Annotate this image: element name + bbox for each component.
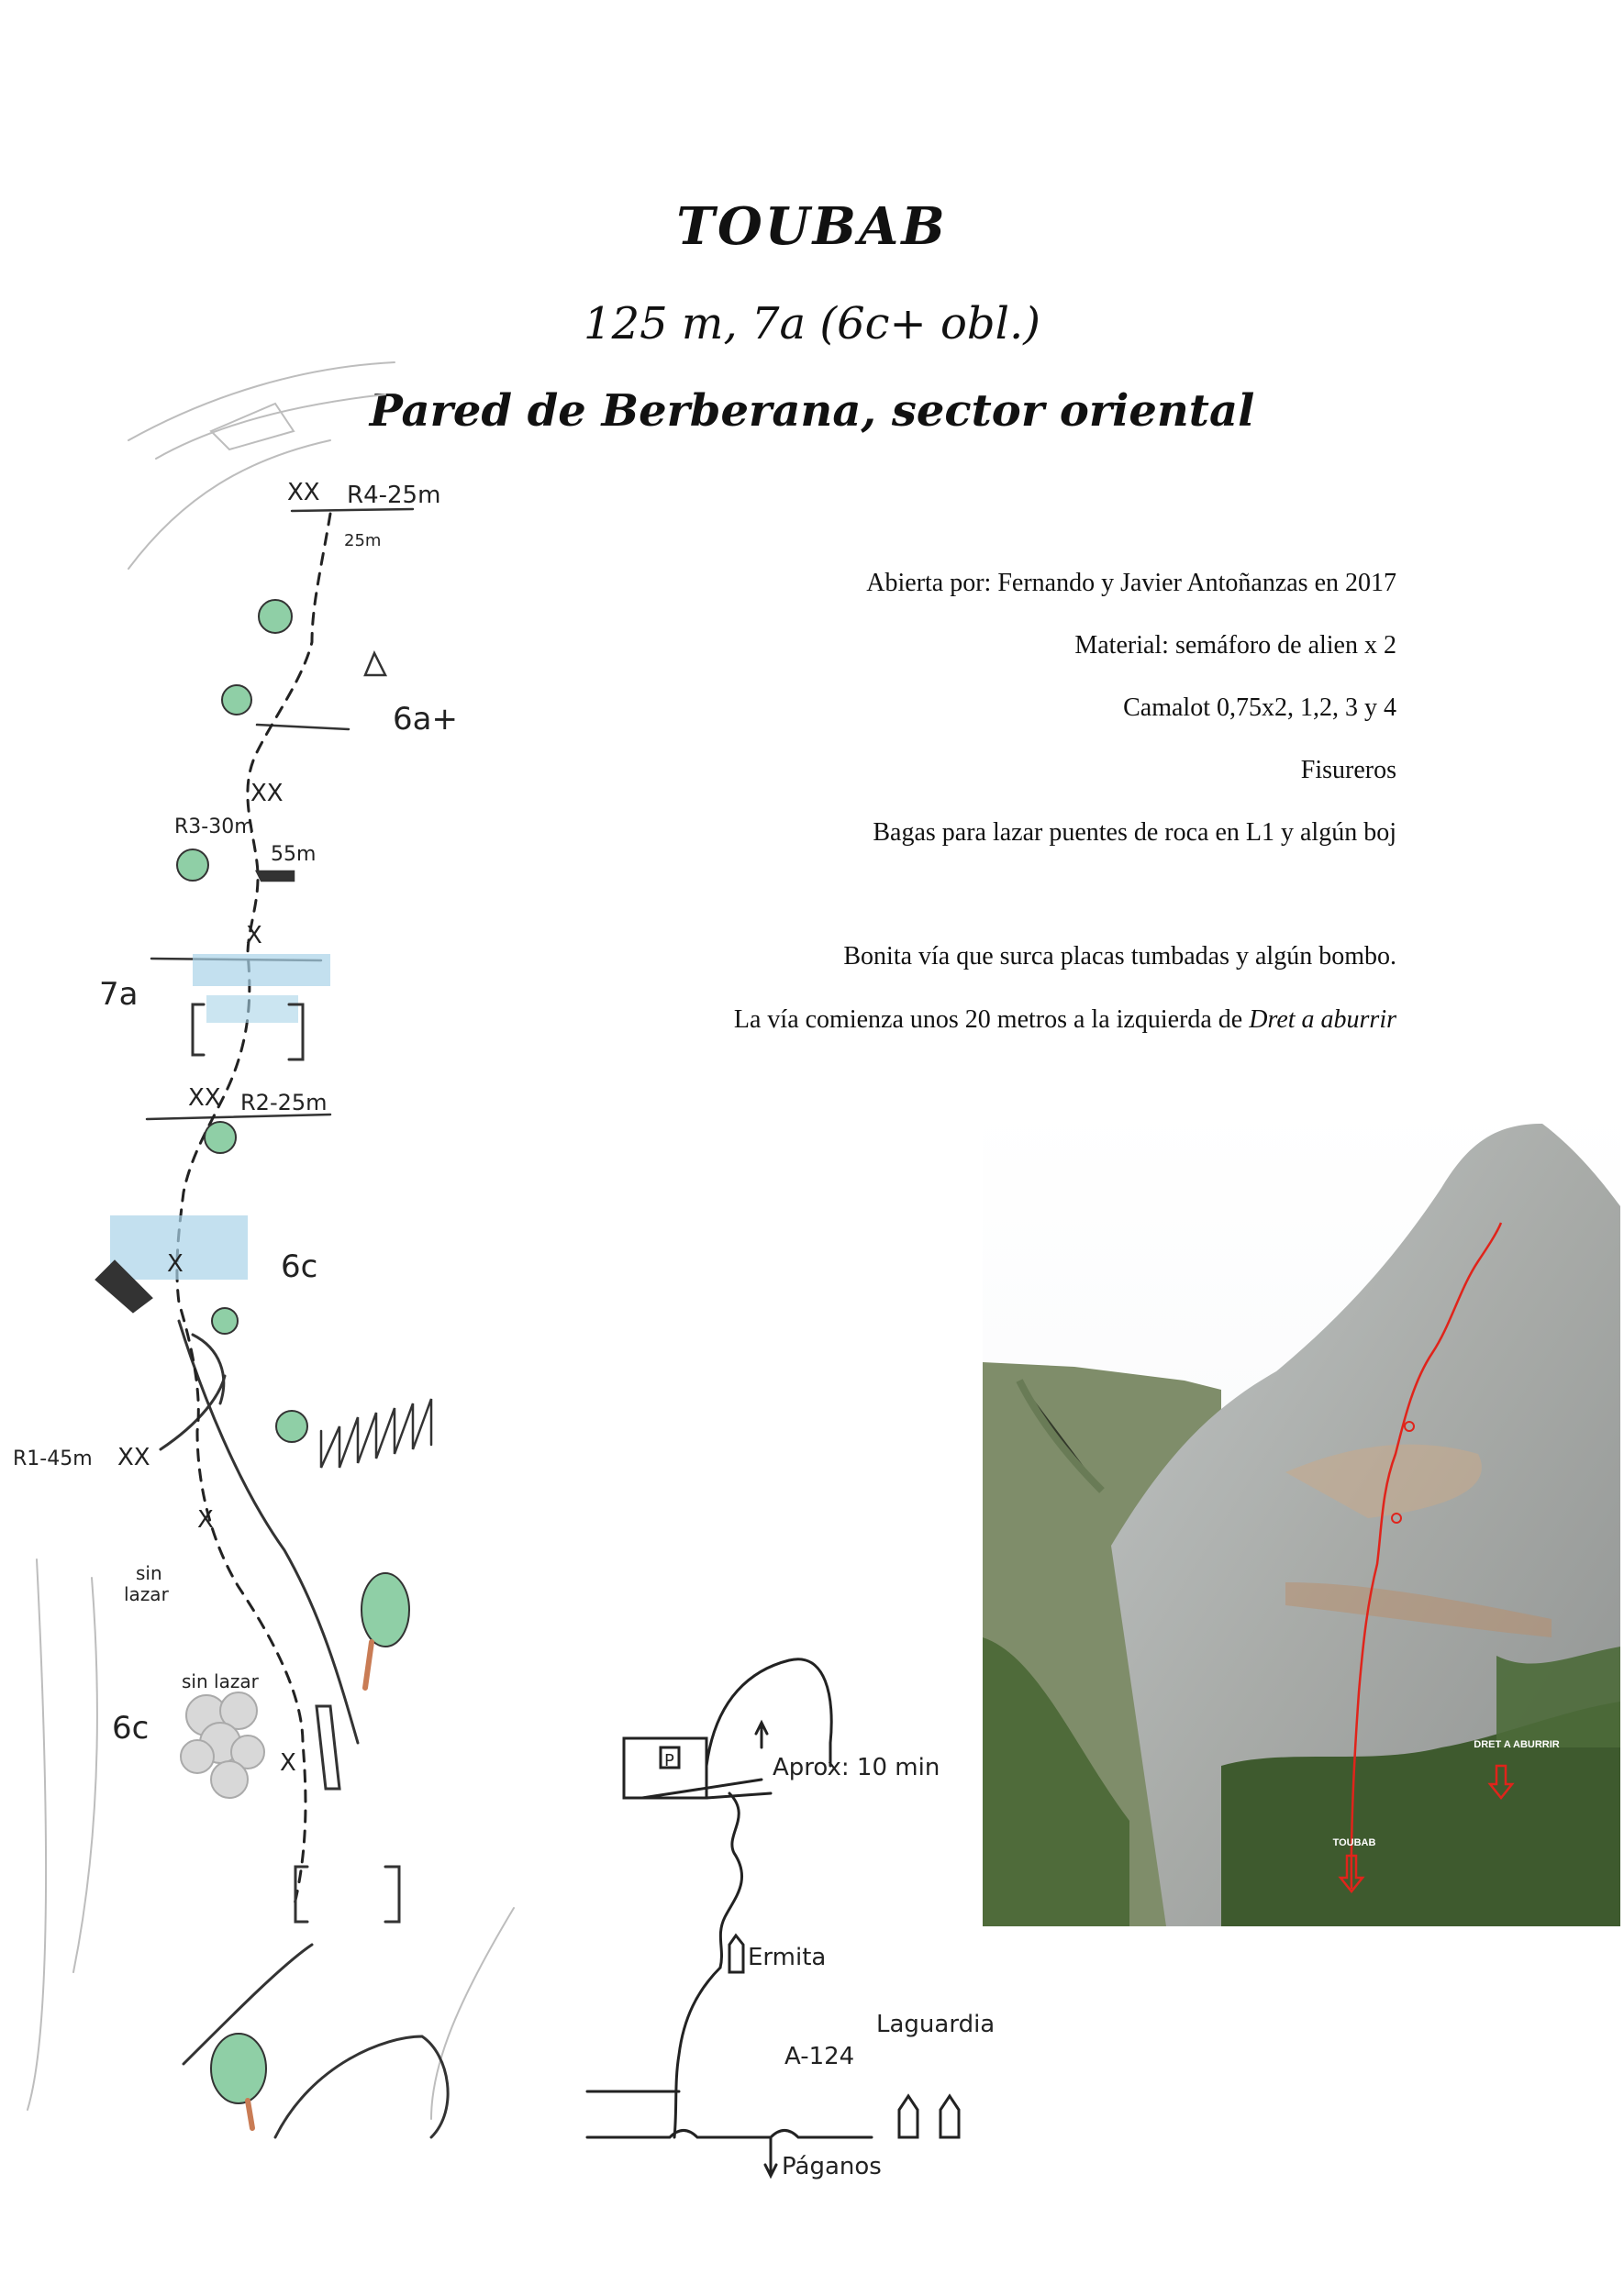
dret-a-aburrir-label: DRET A ABURRIR	[1474, 1739, 1560, 1750]
xx-r1: XX	[117, 1444, 150, 1471]
start-text: La vía comienza unos 20 metros a la izquierda de	[733, 1005, 1250, 1034]
parking-label: P	[664, 1751, 674, 1770]
approach-labels	[664, 1751, 995, 2180]
camalot: Camalot 0,75x2, 1,2, 3 y 4	[1123, 693, 1396, 722]
xx-r2: XX	[188, 1084, 221, 1112]
route-location: Pared de Berberana, sector oriental	[369, 385, 1255, 437]
start-ref: Dret a aburrir	[1249, 1005, 1396, 1034]
sin-lazar-label: sin lazar	[182, 1670, 259, 1692]
warning-icon	[365, 653, 385, 675]
road-label: A-124	[784, 2043, 855, 2070]
xx-r4: XX	[287, 479, 320, 506]
r3-length: 55m	[271, 843, 317, 866]
grade-6c-lower: 6c	[112, 1710, 150, 1747]
paganos-label: Páganos	[782, 2153, 882, 2180]
opened-by: Abierta por: Fernando y Javier Antoñanzas en 2017	[866, 569, 1396, 597]
route-title: TOUBAB	[676, 196, 948, 257]
wall-photo	[983, 1105, 1620, 1926]
approach-time: Aprox: 10 min	[773, 1754, 940, 1781]
description: Bonita vía que surca placas tumbadas y algún bombo.	[843, 942, 1396, 971]
bush	[181, 1692, 264, 1798]
ermita-label: Ermita	[748, 1944, 827, 1971]
route-length-grade: 125 m, 7a (6c+ obl.)	[584, 298, 1040, 349]
r2-label: R2-25m	[240, 1090, 328, 1115]
x-l3: X	[246, 922, 262, 949]
xx-r3: XX	[250, 780, 284, 807]
lazar-label: lazar	[124, 1583, 169, 1605]
r1-label: R1-45m	[13, 1447, 93, 1470]
fisureros: Fisureros	[1300, 756, 1396, 784]
material: Material: semáforo de alien x 2	[1074, 631, 1396, 660]
x-l1: X	[197, 1506, 214, 1534]
x-l2: X	[167, 1250, 184, 1278]
wall-photo-art	[983, 1105, 1620, 1926]
laguardia-label: Laguardia	[876, 2011, 996, 2038]
r4-label: R4-25m	[347, 482, 441, 509]
grade-7a: 7a	[99, 976, 139, 1013]
grade-6a-plus: 6a+	[393, 701, 458, 738]
sin-label: sin	[136, 1562, 162, 1584]
bagas: Bagas para lazar puentes de roca en L1 y algún boj	[873, 818, 1396, 847]
approach-map	[587, 1659, 959, 2176]
grade-6c-upper: 6c	[281, 1248, 318, 1285]
r3-label: R3-30m	[174, 815, 254, 838]
x-l1-lower: X	[280, 1749, 296, 1777]
r4-length: 25m	[344, 531, 382, 550]
toubab-photo-label: TOUBAB	[1332, 1837, 1376, 1848]
